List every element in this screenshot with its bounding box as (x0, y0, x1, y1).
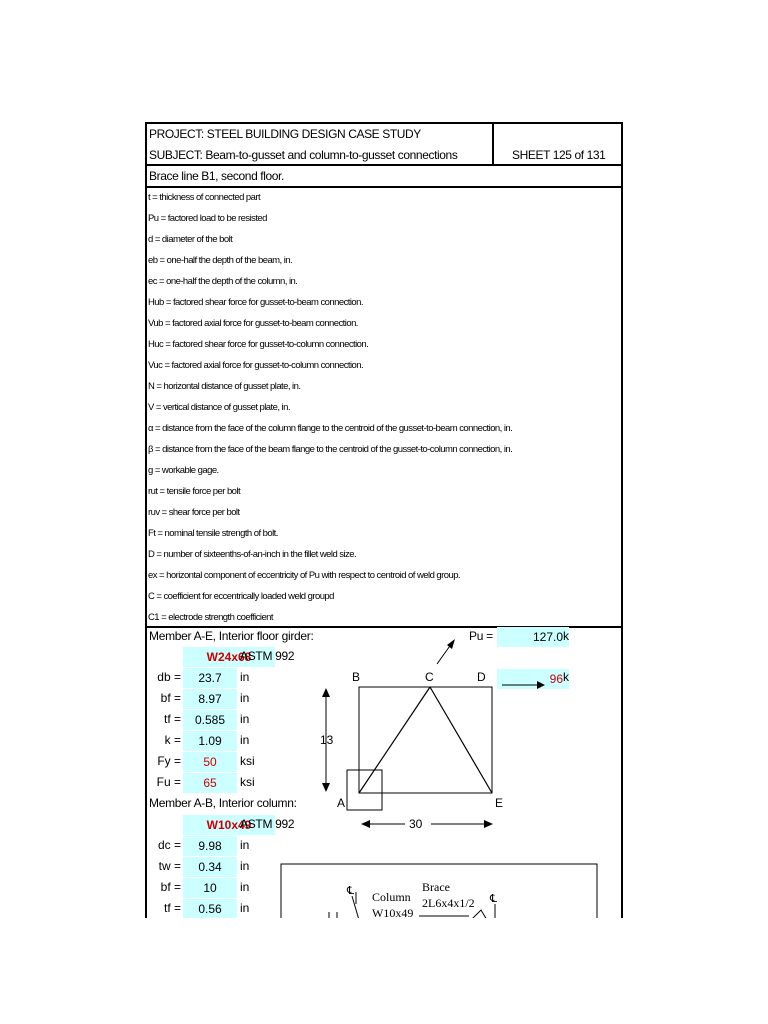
pu-value[interactable]: 127.0 (497, 627, 569, 647)
beam-prop-value[interactable]: 8.97 (183, 689, 237, 709)
column-spec: ASTM 992 (240, 817, 295, 831)
definition-item: Hub = factored shear force for gusset-to-beam connection. (148, 297, 363, 308)
definition-item: ec = one-half the depth of the column, in. (148, 276, 298, 287)
definition-item: α = distance from the face of the column flange to the centroid of the gusset-to-beam connection, in. (148, 423, 513, 434)
column-section: W10x49 (183, 815, 275, 835)
definition-item: V = vertical distance of gusset plate, in. (148, 402, 290, 413)
pu-label: Pu = (469, 629, 493, 643)
column-prop-label: tw = (158, 859, 181, 873)
beam-prop-value[interactable]: 50 (183, 752, 237, 772)
beam-prop-label: Fu = (156, 775, 181, 789)
definition-item: C1 = electrode strength coefficient (148, 612, 274, 623)
column-prop-value[interactable]: 9.98 (183, 836, 237, 856)
column-heading: Member A-B, Interior column: (149, 796, 297, 810)
beam-prop-value[interactable]: 1.09 (183, 731, 237, 751)
point-label: C (425, 670, 434, 684)
brace-line-left (359, 687, 430, 793)
beam-prop-unit: ksi (240, 775, 255, 789)
beam-prop-label: k = (164, 733, 181, 747)
beam-prop-label: tf = (163, 712, 181, 726)
definition-item: D = number of sixteenths-of-an-inch in the fillet weld size. (148, 549, 357, 560)
column-prop-value[interactable]: 10 (183, 878, 237, 898)
point-label: A (337, 796, 346, 810)
frame-outline (359, 687, 492, 793)
definition-item: ruv = shear force per bolt (148, 507, 240, 518)
detail-centerline-symbol: ℄ (490, 893, 498, 905)
h-arrow-head (537, 681, 545, 689)
detail-brace-angle (471, 910, 487, 918)
width-dim-arrow-left (361, 820, 370, 828)
beam-prop-label: bf = (160, 691, 181, 705)
definition-item: d = diameter of the bolt (148, 234, 233, 245)
beam-spec: ASTM 992 (240, 649, 295, 663)
horizontal-load-unit: k (563, 670, 569, 684)
gusset-box (347, 770, 382, 810)
column-prop-unit: in (240, 859, 250, 873)
calc-sheet (145, 122, 623, 918)
pu-unit: k (563, 629, 569, 643)
beam-prop-label: Fy = (157, 754, 181, 768)
height-dim-arrow-top (322, 688, 330, 697)
beam-prop-unit: ksi (240, 754, 255, 768)
detail-centerline-symbol: ℄ (347, 885, 355, 897)
column-prop-unit: in (240, 880, 250, 894)
beam-prop-value[interactable]: 65 (183, 773, 237, 793)
beam-heading: Member A-E, Interior floor girder: (149, 629, 314, 643)
beam-prop-label: db = (157, 670, 181, 684)
detail-column-section: W10x49 (372, 906, 414, 918)
beam-prop-unit: in (240, 733, 250, 747)
definition-item: ex = horizontal component of eccentricity of Pu with respect to centroid of weld group. (148, 570, 461, 581)
beam-prop-unit: in (240, 691, 250, 705)
definition-item: Pu = factored load to be resisted (148, 213, 267, 224)
definition-item: Huc = factored shear force for gusset-to-column connection. (148, 339, 369, 350)
definition-item: rut = tensile force per bolt (148, 486, 241, 497)
column-prop-unit: in (240, 838, 250, 852)
height-dimension-label: 13 (320, 733, 334, 747)
beam-prop-value[interactable]: 0.585 (183, 710, 237, 730)
definition-item: g = workable gage. (148, 465, 219, 476)
definition-item: N = horizontal distance of gusset plate, in. (148, 381, 301, 392)
detail-brace-section: 2L6x4x1/2 (422, 896, 475, 910)
brace-line-title: Brace line B1, second floor. (149, 169, 284, 183)
subject-title: SUBJECT: Beam-to-gusset and column-to-gusset connections (149, 148, 458, 162)
point-label: B (352, 670, 361, 684)
width-dim-arrow-right (484, 820, 493, 828)
column-prop-value[interactable]: 0.56 (183, 899, 237, 918)
beam-prop-unit: in (240, 712, 250, 726)
column-prop-label: dc = (157, 838, 181, 852)
beam-prop-unit: in (240, 670, 250, 684)
definition-item: t = thickness of connected part (148, 192, 261, 203)
definition-item: β = distance from the face of the beam flange to the centroid of the gusset-to-column connection, in. (148, 444, 513, 455)
project-title: PROJECT: STEEL BUILDING DESIGN CASE STUDY (149, 127, 421, 141)
definition-item: Ft = nominal tensile strength of bolt. (148, 528, 278, 539)
horizontal-load-value[interactable]: 96 (497, 669, 569, 689)
sheet-number: SHEET 125 of 131 (512, 148, 606, 162)
detail-brace-label: Brace (422, 880, 450, 894)
brace-line-right (430, 687, 492, 793)
detail-column-label: Column (372, 890, 411, 904)
point-label: E (495, 796, 504, 810)
frame-diagram (147, 124, 623, 918)
column-prop-label: bf = (160, 880, 181, 894)
point-label: D (477, 670, 486, 684)
height-dim-arrow-bottom (322, 783, 330, 792)
definition-item: C = coefficient for eccentrically loaded weld groupd (148, 591, 334, 602)
beam-prop-value[interactable]: 23.7 (183, 668, 237, 688)
column-prop-label: tf = (163, 901, 181, 915)
definition-item: Vub = factored axial force for gusset-to-beam connection. (148, 318, 358, 329)
width-dimension-label: 30 (409, 817, 423, 831)
definition-item: eb = one-half the depth of the beam, in. (148, 255, 293, 266)
column-prop-value[interactable]: 0.34 (183, 857, 237, 877)
beam-section: W24x68 (183, 647, 275, 667)
definition-item: Vuc = factored axial force for gusset-to-column connection. (148, 360, 364, 371)
column-prop-unit: in (240, 901, 250, 915)
